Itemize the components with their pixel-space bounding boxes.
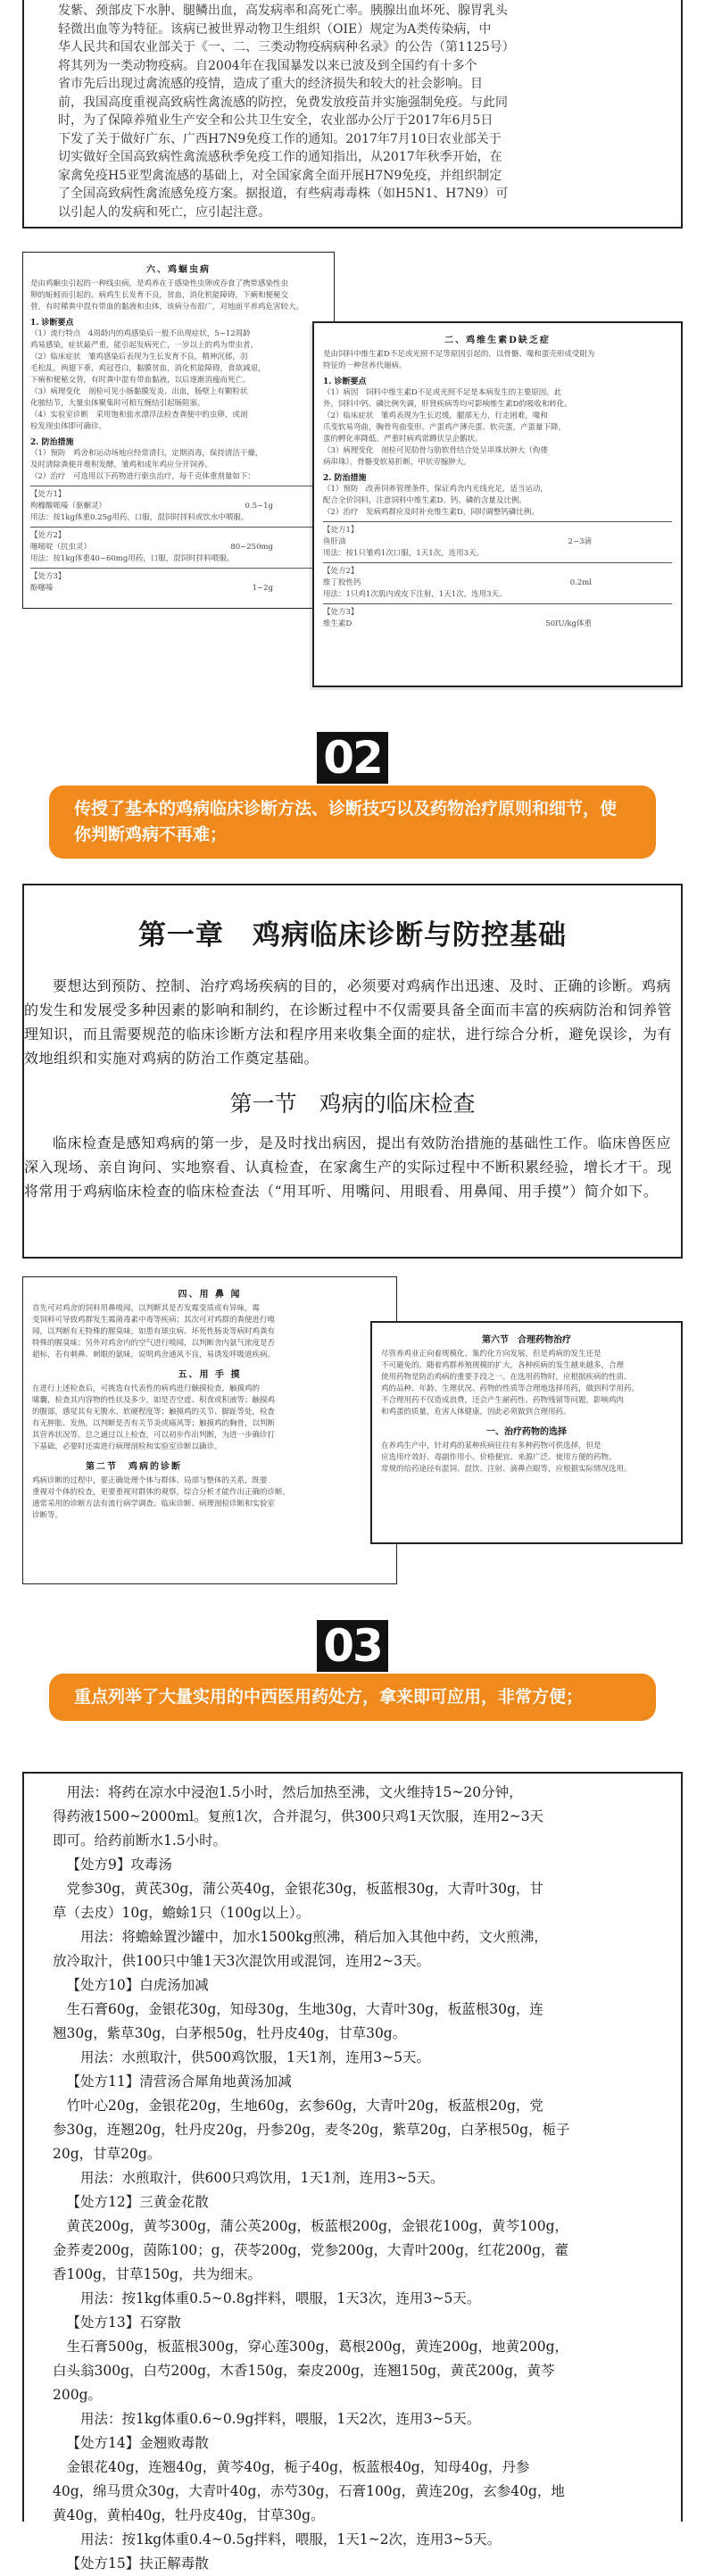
page-a-h2: 2. 防治措施 (30, 438, 74, 447)
text-line: 其营养状况等。总之通过以上检查，可以初步作出判断，为进一步确诊打 (32, 1431, 276, 1440)
page-b-rx3-label: 【处方3】 (323, 608, 359, 617)
page-b-rx3: 维生素D 50IU/kg体重 (323, 619, 592, 628)
text-line: （1）预防 改善饲养管理条件，保证鸡舍内光线充足，适当运动， (323, 485, 548, 494)
section-03-badge: 03 (317, 1620, 388, 1672)
page-b-diagnosis (323, 387, 672, 469)
page-a-rx1-label: 【处方1】 (30, 490, 66, 499)
text-line: 首先可对鸡舍的饲料用鼻嗅闻，以判断其是否发霉变质或有异味，霉 (32, 1304, 261, 1313)
text-line: 不合理用药不仅造成浪费，还会产生耐药性、药物残留等问题，影响鸡肉 (381, 1396, 625, 1405)
prescription-line: 草（去皮）10g，蟾蜍1只（100g以上）。 (53, 1905, 311, 1921)
text-line: 超标，若有刺鼻、刺眼的氨味，说明鸡舍通风不良，易诱发呼吸道疾病。 (32, 1350, 276, 1359)
prescription-line: 放冷取汁，供100只中雏1天3次混饮用或混饲，连用2~3天。 (53, 1953, 431, 1969)
text-line: 变饲料可导致鸡群发生霉菌毒素中毒等疾病；其次可对鸡群的粪便进行嗅 (32, 1316, 276, 1325)
page-b-rx2-label: 【处方2】 (323, 567, 359, 576)
text-line: 配合全价饲料，注意饲料中维生素D、钙、磷的含量及比例。 (323, 496, 527, 505)
text-line: （1）病因 饲料中维生素D不足或光照不足是本病发生的主要原因。此 (323, 388, 562, 397)
top-paragraph (24, 0, 681, 221)
prescription-line: 20g，甘草20g。 (53, 2146, 162, 2162)
text-line: 常规的给药途径有混饲、混饮、注射、滴鼻点眼等，应根据实际情况选用。 (381, 1465, 632, 1474)
text-line: 家禽免疫H5亚型禽流感的基础上，对全国家禽全面开展H7N9免疫，并组织制定 (58, 168, 502, 183)
page-a-rx1: 枸橼酸哌嗪（驱蛔灵） 0.5~1g (30, 502, 273, 511)
text-line: 的腹部，感觉其有无腹水、软硬程度等；触摸鸡的关节、脚趾等处，检查 (32, 1408, 276, 1417)
page-ascaridiasis (22, 252, 335, 609)
text-line: 下痢和便秘交替，有时粪中混有带血黏液，以后逐渐消瘦而死亡。 (30, 376, 251, 385)
page-b-intro (323, 349, 672, 372)
text-line: 检发现虫体即可确诊。 (30, 422, 107, 431)
page-b-rx1: 鱼肝油 2~3滴 (323, 537, 592, 546)
section-02-bar: 传授了基本的鸡病临床诊断方法、诊断技巧以及药物治疗原则和细节，使你判断鸡病不再难； (49, 785, 656, 859)
text-line: 有无肿胀、发热，以判断是否有关节炎或痛风等；触摸鸡的胸骨，以判断 (32, 1419, 276, 1428)
text-line: 重视对个体的检查，更要重视对群体的观察，综合分析才能作出正确的诊断。 (32, 1488, 291, 1497)
text-line: （1）预防 鸡舍和运动场地应经常清扫，定期消毒，保持清洁干燥， (30, 449, 263, 458)
text-line: 不可避免的。随着鸡群养殖规模的扩大，各种疾病的发生越来越多，合理 (381, 1361, 625, 1370)
section-body: 临床检查是感知鸡病的第一步，是及时找出病因，提出有效防治措施的基础性工作。临床兽医应深入现场、亲自询问、实地察看、认真检查，在家禽生产的实际过程中不断积累经验，增长才干。现将常用于鸡病临床检查的临床检查法（“用耳听、用嘴问、用眼看、用鼻闻、用手摸”）简介如下。 (24, 1134, 673, 1200)
prescription-line: 即可。给药前断水1.5小时。 (53, 1832, 228, 1849)
page-prescriptions (22, 1772, 683, 2572)
prescription-line: 用法：将蟾蜍置沙罐中，加水1500kg煎沸，稍后加入其他中药，文火煎沸， (80, 1929, 548, 1945)
page-a-rx3: 酚噻嗪 1~2g (30, 584, 273, 593)
prescription-line: 黄芪200g，黄芩300g，蒲公英200g，板蓝根200g，金银花100g，黄芩100g， (66, 2218, 569, 2234)
text-line: 特征的一种营养代谢病。 (323, 361, 407, 370)
text-line: 鸡的品种、年龄、生理状况、药物的性质等合理地选择用药，做到科学用药。 (381, 1384, 640, 1393)
text-line: （4）实验室诊断 采用饱和盐水漂浮法检查粪便中的虫卵，或剖 (30, 411, 248, 420)
page-c-title1: 四、用 鼻 闻 (178, 1290, 242, 1300)
page-a-diagnosis (30, 328, 327, 433)
prescription-line: 40g，绵马贯众30g，大青叶40g，赤芍30g，石膏100g，黄连20g，玄参40g，地 (53, 2483, 565, 2499)
text-line: 诊断等。 (32, 1511, 63, 1520)
prescription-line: 【处方12】三黄金花散 (66, 2194, 209, 2210)
page-b-rx2: 维丁胶性钙 0.2ml (323, 578, 592, 587)
prescription-list (24, 1774, 681, 2576)
text-line: （2）临床症状 雏鸡感染后表现为生长发育不良，精神沉郁，羽 (30, 353, 248, 361)
text-line: 毛松乱，两翅下垂，鸡冠苍白，黏膜贫血，消化机能障碍，食欲减退， (30, 364, 266, 373)
prescription-line: 得药液1500~2000ml。复煎1次，合并混匀，供300只鸡1天饮服，连用2~3天 (53, 1808, 544, 1824)
text-line: 闻，以判断有无特殊的腥臭味，如患有球虫病、坏死性肠炎等病时鸡粪有 (32, 1327, 276, 1336)
page-b-rx1-label: 【处方1】 (323, 526, 359, 535)
page-a-h1: 1. 诊断要点 (30, 319, 74, 328)
page-a-treatment (30, 448, 327, 483)
prescription-line: 竹叶心20g，金银花20g，生地60g，玄参60g，大青叶20g，板蓝根20g，党 (66, 2098, 543, 2114)
chapter-intro: 要想达到预防、控制、治疗鸡场疾病的目的，必须要对鸡病作出迅速、及时、正确的诊断。鸡病的发生和发展受多种因素的影响和制约，在诊断过程中不仅需要具备全面而丰富的疾病防治和饲养管理知识，而且需要规范的临床诊断方法和程序用来收集全面的症状，进行综合分析，避免误诊，为有效地组织和实施对鸡病的防治工作奠定基础。 (24, 977, 673, 1067)
text-line: （2）治疗 发病鸡群应及时补充维生素D，同时调整钙磷比例。 (323, 508, 539, 517)
page-a-rx2: 噻嘧啶（抗虫灵） 80~250mg (30, 543, 273, 552)
text-line: 使用药物是防治鸡病的重要手段之一。在选用药物时，应根据疾病的性质、 (381, 1373, 632, 1382)
text-line: 以引起人的发病和死亡，应引起注意。 (58, 204, 270, 220)
page-c-touch (32, 1384, 387, 1453)
page-b-title: 二、鸡维生素D缺乏症 (444, 336, 551, 345)
text-line: （1）流行特点 4周龄内的鸡感染后一般不出现症状，5~12周龄 (30, 329, 251, 338)
text-line: 外，饲料中钙、磷比例失调，肝肾疾病等均可影响维生素D的吸收和转化。 (323, 400, 572, 409)
prescription-line: 党参30g，黄芪30g，蒲公英40g，金银花30g，板蓝根30g，大青叶30g，甘 (66, 1881, 543, 1897)
page-b-rx2-usage: 用法：1只鸡1次肌内或皮下注射，1天1次，连用3天。 (323, 590, 507, 599)
page-b-h1: 1. 诊断要点 (323, 378, 367, 386)
page-d-title: 第六节 合理药物治疗 (482, 1335, 571, 1345)
text-line: 在养鸡生产中，针对鸡的某种疾病往往有多种药物可供选择，但是 (381, 1442, 601, 1450)
prescription-line: 【处方14】金翘败毒散 (66, 2435, 209, 2451)
page-exam-methods (22, 1276, 397, 1584)
page-c-smell (32, 1303, 387, 1361)
text-line: 省市先后出现过禽流感的疫情，造成了重大的经济损失和较大的社会影响。目 (58, 77, 483, 91)
text-line: 将其列为一类动物疫病。自2004年在我国暴发以来已波及到全国约有十多个 (58, 58, 477, 73)
prescription-line: 白头翁300g，白芍200g，木香150g，秦皮200g，连翘150g，黄芪200g，黄芩 (53, 2363, 555, 2379)
top-page-fragment (22, 0, 683, 229)
page-d-intro (381, 1349, 672, 1418)
text-line: 及时清除粪便并堆积发酵，雏鸡和成年鸡应分开饲养。 (30, 461, 213, 469)
section-02-badge: 02 (317, 732, 388, 784)
text-line: 华人民共和国农业部关于《一、二、三类动物疫病病种名录》的公告（第1125号） (58, 40, 515, 54)
text-line: 鸡病诊断的过程中，要正确处理个体与群体、局部与整体的关系，既要 (32, 1476, 268, 1485)
page-a-rx2-usage: 用法：按1kg体重40~60mg用药，口服，混饲时拌料喂服。 (30, 554, 235, 563)
text-line: 下基础，必要时还需进行病理剖检和实验室诊断以确诊。 (32, 1442, 222, 1451)
text-line: （2）临床症状 雏鸡表现为生长迟缓，腿部无力，行走困难，喙和 (323, 411, 548, 420)
chapter-title: 第一章 鸡病临床诊断与防控基础 (138, 919, 567, 951)
prescription-line: 【处方11】清营汤合犀角地黄汤加减 (66, 2073, 292, 2090)
text-line: 尽管养鸡业正向着规模化、集约化方向发展，但是鸡病的发生还是 (381, 1350, 601, 1359)
text-line: 通常采用的诊断方法有流行病学调查、临床诊断、病理剖检诊断和实验室 (32, 1500, 276, 1508)
text-line: 轻微出血等为特征。该病已被世界动物卫生组织（OIE）规定为A类传染病，中 (58, 21, 492, 37)
page-d-selection (381, 1441, 672, 1475)
page-drug-therapy (370, 1321, 683, 1544)
prescription-line: 用法：将药在凉水中浸泡1.5小时，然后加热至沸，文火维持15~20分钟， (66, 1784, 523, 1800)
page-chapter-one (22, 884, 683, 1259)
prescription-line: 翘30g，紫草30g，白茅根50g，牡丹皮40g，甘草30g。 (53, 2025, 407, 2041)
text-line: 和鸡蛋的质量，危害人体健康，因此必须做到合理用药。 (381, 1408, 571, 1417)
text-line: 下发了关于做好广东、广西H7N9免疫工作的通知。2017年7月10日农业部关于 (58, 131, 502, 146)
page-a-rx3-label: 【处方3】 (30, 572, 66, 581)
prescription-line: 【处方10】白虎汤加减 (66, 1977, 209, 1993)
page-c-title2: 五、用 手 摸 (178, 1370, 242, 1380)
text-line: 卵的蚯蚓而引起的。病鸡生长发育不良，贫血，消化机能障碍，下痢和便秘交 (30, 291, 289, 300)
text-line: 化脓结节，大量虫体聚集时可相互缠结引起肠阻塞。 (30, 399, 205, 408)
page-a-rx2-label: 【处方2】 (30, 531, 66, 540)
page-d-sub: 一、治疗药物的选择 (486, 1427, 567, 1437)
page-b-h2: 2. 防治措施 (323, 474, 367, 483)
text-line: 嗉囊，检查其内容物的性状及多少，如是否空虚、积食或积液等；触摸鸡 (32, 1396, 276, 1405)
prescription-line: 用法：按1kg体重0.5~0.8g拌料，喂服，1天3次，连用3~5天。 (80, 2290, 481, 2306)
text-line: 应选用疗效好、毒副作用小、价格便宜、来源广泛、使用方便的药物。 (381, 1453, 617, 1462)
text-line: 了全国高致病性禽流感免疫方案。据报道，有些病毒毒株（如H5N1、H7N9）可 (58, 187, 509, 201)
prescription-line: 【处方9】攻毒汤 (66, 1857, 172, 1873)
prescription-line: 参30g，连翘20g，牡丹皮20g，丹参20g，麦冬20g，紫草20g，白茅根50g，栀子 (53, 2122, 570, 2138)
prescription-line: 金银花40g，连翘40g，黄芩40g，栀子40g，板蓝根40g，知母40g，丹参 (66, 2459, 530, 2475)
prescription-line: 用法：水煎取汁，供600只鸡饮用，1天1剂，连用3~5天。 (80, 2170, 444, 2186)
text-line: 病串珠），骨骼变软易折断，甲状旁腺肿大。 (323, 458, 471, 467)
page-c-diagnosis (32, 1475, 387, 1522)
text-line: （2）治疗 可选用以下药物进行驱虫治疗，每千克体重剂量如下： (30, 472, 255, 481)
text-line: 切实做好全国高致病性禽流感秋季免疫工作的通知指出，从2017年秋季开始，在 (58, 150, 502, 164)
text-line: 是由鸡蛔虫引起的一种线虫病，是鸡养在于感染性虫卵或吞食了携带感染性虫 (30, 279, 289, 288)
page-a-intro (30, 278, 327, 313)
text-line: 在进行上述检查后，可挑选有代表性的病鸡进行触摸检查，触摸鸡的 (32, 1384, 261, 1393)
text-line: 特殊的腥臭味；另外对鸡舍内的空气进行嗅闻，以判断舍内氨气浓度是否 (32, 1339, 276, 1348)
text-line: 是由饲料中维生素D不足或光照不足等原因引起的，以骨骼、喙和蛋壳形成受阻为 (323, 350, 595, 359)
text-line: （3）病理变化 剖检可见小肠黏膜发炎、出血，肠壁上有颗粒状 (30, 387, 248, 396)
text-line: （3）病理变化 剖检可见肋骨与肋软骨结合处呈串珠状肿大（佝偻 (323, 446, 548, 455)
prescription-line: 金荞麦200g，茵陈100；g，茯苓200g，党参200g，大青叶200g，红花200g，藿 (53, 2242, 569, 2258)
prescription-line: 用法：按1kg体重0.6~0.9g拌料，喂服，1天2次，连用3~5天。 (80, 2411, 481, 2427)
section-03-bar: 重点列举了大量实用的中西医用药处方，拿来即可应用，非常方便； (49, 1674, 656, 1721)
text-line: 时，为了保障养殖业生产安全和公共卫生安全，农业部办公厅于2017年6月5日 (58, 113, 494, 128)
prescription-line: 【处方13】石穿散 (66, 2314, 181, 2331)
prescription-line: 黄40g，黄柏40g，牡丹皮40g，甘草30g。 (53, 2507, 325, 2523)
page-b-rx1-usage: 用法：按1只雏鸡1次口服，1天1次，连用3天。 (323, 549, 485, 558)
prescription-line: 200g。 (53, 2387, 103, 2403)
page-a-rx1-usage: 用法：按1kg体重0.25g用药，口服，混饲时拌料或饮水中喂服。 (30, 513, 249, 522)
page-b-treatment (323, 484, 672, 519)
text-line: 前，我国高度重视高致病性禽流感的防控，免费发放疫苗并实施强制免疫。与此同 (58, 95, 508, 110)
text-line: 发紫、颈部皮下水肿、腿鳞出血，高发病率和高死亡率。胰腺出血坏死、腺胃乳头 (58, 4, 508, 18)
prescription-line: 生石膏500g，板蓝根300g，穿心莲300g，葛根200g，黄连200g，地黄200g， (66, 2339, 569, 2355)
page-c-sec: 第二节 鸡病的诊断 (86, 1462, 182, 1472)
text-line: 鸡易感染，症状最严重，能引起发病死亡，一岁以上的鸡为带虫者。 (30, 341, 259, 350)
text-line: 蛋的孵化率降低。严重时病鸡常蹲伏呈企鹅状。 (323, 435, 483, 444)
prescription-line: 香100g，甘草150g，共为细末。 (53, 2266, 262, 2282)
text-line: 替，有时稀粪中混有带血的黏液和虫体，该病分布很广，对地面平养鸡危害较大。 (30, 303, 304, 312)
prescription-line: 生石膏60g，金银花30g，知母30g，生地30g，大青叶30g，板蓝根30g，连 (66, 2001, 543, 2017)
prescription-line: 用法：按1kg体重0.4~0.5g拌料，喂服，1天1~2次，连用3~5天。 (80, 2531, 502, 2547)
page-a-title: 六、鸡蛔虫病 (146, 265, 211, 275)
page-vitamin-d (312, 321, 683, 687)
prescription-line: 【处方15】扶正解毒散 (66, 2555, 209, 2572)
prescription-line: 用法：水煎取汁，供500鸡饮服，1天1剂，连用3~5天。 (80, 2049, 431, 2065)
text-line: 爪变软易弯曲，胸骨弯曲变形。产蛋鸡产薄壳蛋、软壳蛋，产蛋量下降， (323, 423, 567, 432)
section-title: 第一节 鸡病的临床检查 (229, 1091, 476, 1117)
